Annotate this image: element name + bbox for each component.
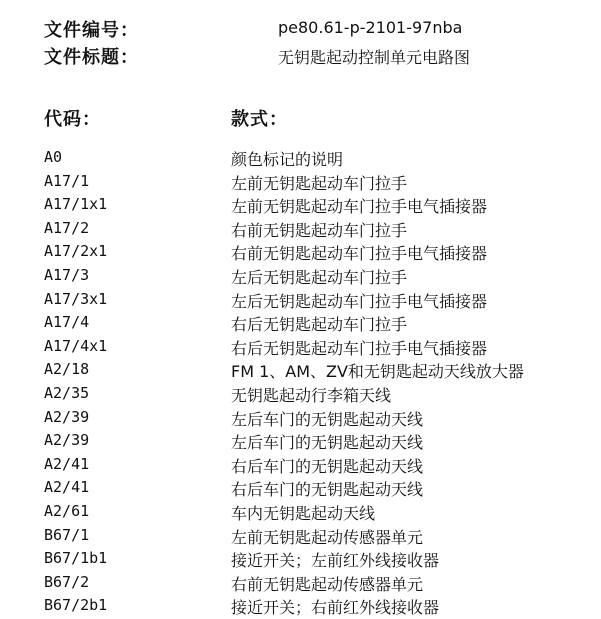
list-item	[0, 195, 601, 218]
part-description: 车内无钥匙起动天线	[231, 504, 376, 523]
part-code: B67/1	[44, 525, 90, 544]
part-description: 左后无钥匙起动车门拉手电气插接器	[231, 291, 488, 311]
list-item	[0, 219, 601, 242]
part-description: 左前无钥匙起动传感器单元	[231, 527, 424, 547]
list-item	[0, 384, 601, 407]
list-item	[0, 242, 601, 265]
list-item	[0, 573, 601, 596]
part-code: A17/2x1	[44, 242, 108, 261]
part-description: 无钥匙起动行李箱天线	[231, 386, 392, 405]
part-code: A2/35	[44, 384, 90, 402]
part-code: B67/2b1	[44, 596, 108, 615]
part-description: 左后无钥匙起动车门拉手	[231, 268, 408, 287]
part-code: A17/4	[44, 313, 90, 332]
part-code: A17/3x1	[44, 289, 108, 308]
list-item	[0, 290, 601, 313]
part-description: FM 1、AM、ZV和无钥匙起动天线放大器	[231, 362, 524, 382]
part-description: 右后车门的无钥匙起动天线	[231, 456, 424, 476]
list-item	[0, 266, 601, 289]
style-column-header: 款式：	[231, 109, 288, 130]
part-code: A17/1x1	[44, 195, 108, 214]
file-number-label: 文件编号：	[44, 20, 139, 41]
part-code: A17/3	[44, 266, 90, 284]
part-code: A17/2	[44, 218, 90, 237]
part-description: 接近开关；左前红外线接收器	[231, 551, 440, 571]
part-description: 右后无钥匙起动车门拉手	[231, 315, 408, 335]
code-column-header: 代码：	[44, 109, 101, 130]
part-description: 右前无钥匙起动车门拉手	[231, 220, 408, 240]
part-code: A2/41	[44, 478, 90, 497]
part-description: 左后车门的无钥匙起动天线	[231, 409, 424, 429]
list-item	[0, 360, 601, 383]
list-item	[0, 596, 601, 619]
list-item	[0, 148, 601, 171]
part-description: 右后车门的无钥匙起动天线	[231, 480, 424, 500]
part-code: B67/1b1	[44, 549, 108, 568]
part-code: A2/41	[44, 454, 90, 473]
list-item	[0, 526, 601, 549]
part-description: 颜色标记的说明	[231, 150, 344, 169]
list-item	[0, 408, 601, 431]
file-title-label: 文件标题：	[44, 47, 139, 68]
file-number-value: pe80.61-p-2101-97nba	[278, 18, 463, 37]
part-code: B67/2	[44, 572, 90, 591]
list-item	[0, 455, 601, 478]
part-description: 左前无钥匙起动车门拉手电气插接器	[231, 197, 488, 217]
part-code: A17/1	[44, 171, 90, 190]
part-code: A0	[44, 148, 63, 166]
part-description: 左后车门的无钥匙起动天线	[231, 433, 424, 453]
part-code: A2/39	[44, 407, 90, 426]
file-title-value: 无钥匙起动控制单元电路图	[278, 48, 471, 67]
list-item	[0, 502, 601, 525]
part-description: 接近开关；右前红外线接收器	[231, 598, 440, 618]
list-item	[0, 549, 601, 572]
list-item	[0, 313, 601, 336]
list-item	[0, 478, 601, 501]
part-code: A2/39	[44, 431, 90, 450]
part-code: A2/61	[44, 502, 90, 520]
part-description: 左前无钥匙起动车门拉手	[231, 173, 408, 193]
part-description: 右后无钥匙起动车门拉手电气插接器	[231, 338, 488, 358]
list-item	[0, 337, 601, 360]
part-description: 右前无钥匙起动传感器单元	[231, 574, 424, 594]
part-code: A17/4x1	[44, 336, 108, 355]
list-item	[0, 431, 601, 454]
list-item	[0, 172, 601, 195]
part-code: A2/18	[44, 360, 90, 379]
part-description: 右前无钥匙起动车门拉手电气插接器	[231, 244, 488, 264]
